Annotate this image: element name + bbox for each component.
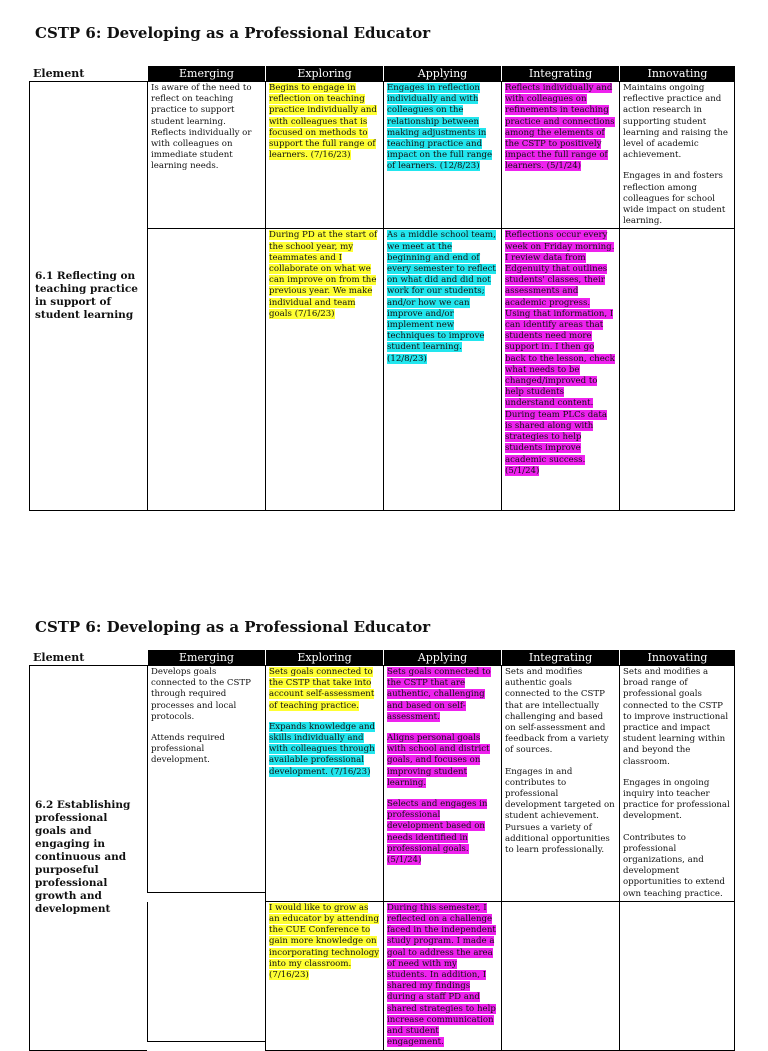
desc-text: Engages in reflection individually and with colleagues on the relationship between making adjustments in teaching practice and impact on the full range of learners. (12/8/23) <box>387 83 493 172</box>
level-header-integrating: Integrating <box>501 650 619 665</box>
evidence-text: During this semester, I reflected on a challenge faced in the independent study program. I made a goal to address the area of need with my students. In addition, I shared my findings during a staff PD and shared strategies to help increase communication and student engagement. <box>387 902 496 1048</box>
desc-text: Engages in and contributes to professional development targeted on student achievement. Pursues a variety of additional opportunities to learn professionally. <box>505 766 615 856</box>
desc-exploring <box>265 81 383 229</box>
desc-text: Begins to engage in reflection on teaching practice individually and with colleagues that is focused on methods to support the full range of learners. (7/16/23) <box>269 83 377 161</box>
evidence-text: I would like to grow as an educator by attending the CUE Conference to gain more knowledge on incorporating technology into my classroom. (7/16/23) <box>269 902 380 981</box>
evidence-innovating <box>619 902 735 1051</box>
desc-text: Attends required professional development. <box>151 733 225 766</box>
evidence-exploring <box>265 902 383 1051</box>
element-label-6-1 <box>29 81 147 511</box>
element-header: Element <box>33 651 85 664</box>
desc-text: Develops goals connected to the CSTP through required processes and local protocols. <box>151 667 251 722</box>
desc-exploring <box>265 665 383 902</box>
desc-text: Sets and modifies a broad range of professional goals connected to the CSTP to improve instructional practice and impact student learning within and beyond the classroom. <box>623 667 729 767</box>
level-header-exploring: Exploring <box>265 650 383 665</box>
desc-text: Sets goals connected to the CSTP that are authentic, challenging and based on self-assessment. <box>387 667 491 722</box>
evidence-applying <box>383 229 501 511</box>
level-header-innovating: Innovating <box>619 650 735 665</box>
desc-text: Engages in ongoing inquiry into teacher practice for professional development. <box>623 777 730 822</box>
level-header-integrating: Integrating <box>501 66 619 81</box>
evidence-exploring <box>265 229 383 511</box>
element-label-text: 6.1 Reflecting on teaching practice in support of student learning <box>35 270 138 322</box>
desc-innovating <box>619 81 735 229</box>
desc-text: Expands knowledge and skills individually and with colleagues through available professional development. (7/16/23) <box>269 721 376 777</box>
page-title: CSTP 6: Developing as a Professional Educator <box>35 24 431 42</box>
desc-text: Aligns personal goals with school and district goals, and focuses on improving student learning. <box>387 733 490 788</box>
evidence-innovating <box>619 229 735 511</box>
level-header-applying: Applying <box>383 66 501 81</box>
evidence-text: During PD at the start of the school year, my teammates and I collaborate on what we can improve on from the previous year. We make individual and team goals (7/16/23) <box>269 230 378 319</box>
desc-text: Contributes to professional organizations, and development opportunities to extend own teaching practice. <box>623 832 726 899</box>
evidence-applying <box>383 902 501 1051</box>
desc-applying <box>383 81 501 229</box>
level-header-emerging: Emerging <box>147 650 265 665</box>
page-title-2: CSTP 6: Developing as a Professional Educator <box>35 618 431 636</box>
element-label-text: 6.2 Establishing professional goals and engaging in continuous and purposeful professional growth and development <box>35 799 131 916</box>
desc-text: Maintains ongoing reflective practice and action research in supporting student learning and raising the level of academic achievement. <box>623 83 728 161</box>
desc-text: Selects and engages in professional development based on needs identified in professional goals. (5/1/24) <box>387 799 488 866</box>
desc-innovating <box>619 665 735 902</box>
level-header-applying: Applying <box>383 650 501 665</box>
evidence-text: As a middle school team, we meet at the beginning and end of every semester to reflect on what did and did not work for our students; and/or how we can improve and/or implement new techniques to improve student learning. (12/8/23) <box>387 230 496 364</box>
element-label-6-2 <box>29 665 147 1051</box>
desc-applying <box>383 665 501 902</box>
desc-integrating <box>501 665 619 902</box>
desc-text: Is aware of the need to reflect on teaching practice to support student learning. Reflects individually or with colleagues on immediate student learning needs. <box>151 83 252 172</box>
evidence-integrating <box>501 229 619 511</box>
rubric-table-6-2 <box>29 650 735 1051</box>
desc-emerging <box>147 665 265 893</box>
desc-emerging <box>147 81 265 229</box>
element-header: Element <box>33 67 85 80</box>
desc-text: Sets and modifies authentic goals connected to the CSTP that are intellectually challenging and based on self-assessment and feedback from a variety of sources. <box>505 667 609 756</box>
evidence-integrating <box>501 902 619 1051</box>
rubric-table-6-1 <box>29 66 735 511</box>
evidence-emerging <box>147 229 265 511</box>
desc-text: Reflects individually and with colleagues on refinements in teaching practice and connections among the elements of the CSTP to positively impact the full range of learners. (5/1/24) <box>505 83 615 172</box>
desc-text: Sets goals connected to the CSTP that take into account self-assessment of teaching practice. <box>269 667 375 711</box>
evidence-text: Reflections occur every week on Friday morning. I review data from Edgenuity that outlines students' classes, their assessments and academic progress. Using that information, I can identify areas that students need more support in. I then go back to the lesson, check what needs to be changed/improved to help students understand content. During team PLCs data is shared along with strategies to help students improve academic success. (5/1/24) <box>505 230 615 476</box>
evidence-emerging <box>147 902 265 1042</box>
level-header-emerging: Emerging <box>147 66 265 81</box>
level-header-exploring: Exploring <box>265 66 383 81</box>
desc-integrating <box>501 81 619 229</box>
desc-text: Engages in and fosters reflection among colleagues for school wide impact on student learning. <box>623 171 726 227</box>
level-header-innovating: Innovating <box>619 66 735 81</box>
